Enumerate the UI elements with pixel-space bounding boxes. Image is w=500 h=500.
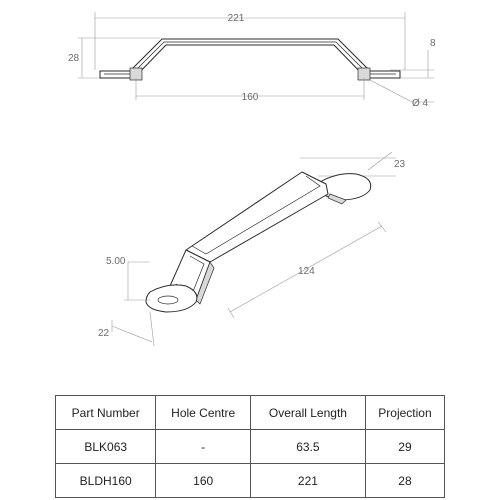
cell-projection: 28 [365,464,444,498]
isometric-view [98,152,406,346]
header-overall-length: Overall Length [250,396,365,430]
cell-part-number: BLDH160 [56,464,156,498]
handle-side-profile [100,39,400,78]
thickness-label: 8 [430,38,436,49]
height-label: 28 [68,53,80,64]
cell-hole-centre: - [156,430,251,464]
handle-right-foot [320,174,371,200]
cell-hole-centre: 160 [156,464,251,498]
table-row [56,464,445,498]
header-part-number: Part Number [56,396,156,430]
table-header-row [56,396,445,430]
side-view [68,12,436,109]
cell-part-number: BLK063 [56,430,156,464]
cell-overall-length: 221 [250,464,365,498]
length-label: 124 [298,266,315,277]
width-label: 23 [394,159,406,170]
header-projection: Projection [365,396,444,430]
handle-body [186,172,328,262]
hole-diameter-label: Ø 4 [412,98,429,109]
header-hole-centre: Hole Centre [156,396,251,430]
spec-table [55,395,445,498]
hole-centre-label: 160 [241,92,259,103]
handle-left-foot [146,285,197,312]
cell-projection: 29 [365,430,444,464]
foot-width-label: 22 [98,328,110,339]
cell-overall-length: 63.5 [250,430,365,464]
table-row [56,430,445,464]
overall-length-label: 221 [227,13,245,24]
offset-label: 5.00 [106,256,126,267]
